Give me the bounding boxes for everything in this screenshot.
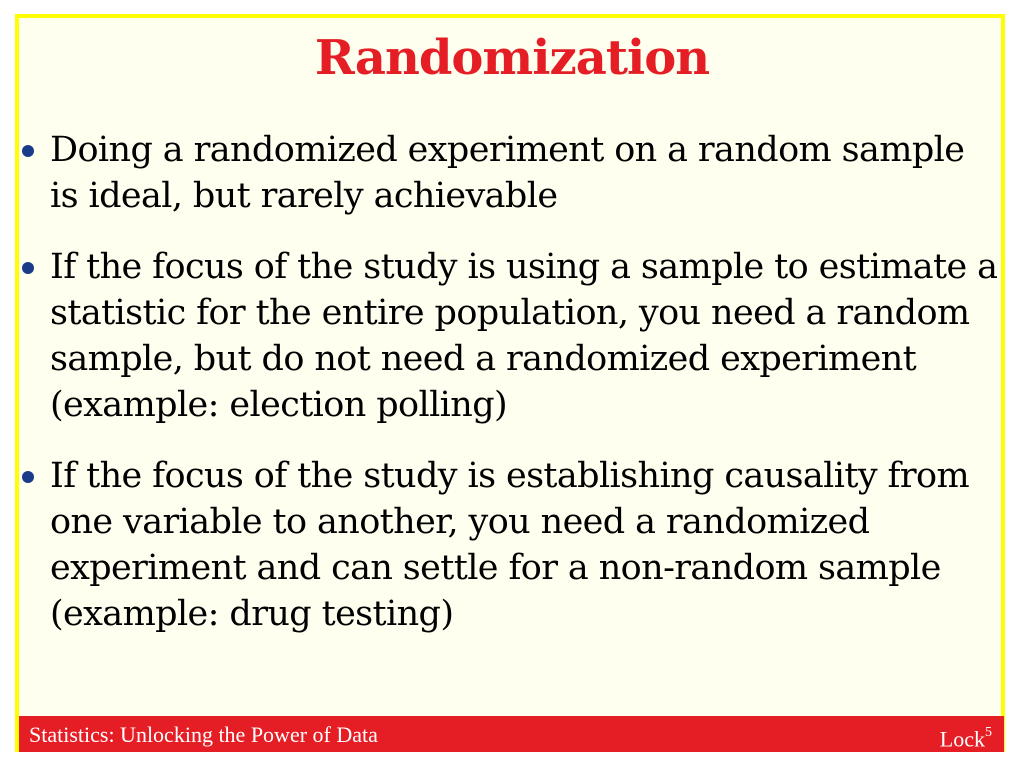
bullet-item (22, 127, 1002, 219)
bullet-item (22, 244, 1002, 428)
bullet-dot-icon (22, 262, 34, 274)
footer-author-name: Lock (939, 726, 985, 752)
bullet-dot-icon (22, 145, 34, 157)
footer-author (940, 717, 992, 757)
footer-bar (19, 716, 1004, 752)
bullet-text: If the focus of the study is establishing causality from one variable to another, you need a randomized experiment and can settle for a non-random sample (example: drug testing) (50, 456, 970, 634)
bullet-list (22, 127, 1002, 637)
slide-title: Randomization (314, 30, 710, 86)
footer-author-superscript: 5 (985, 725, 992, 740)
bullet-dot-icon (22, 471, 34, 483)
bullet-text: Doing a randomized experiment on a random sample is ideal, but rarely achievable (50, 130, 965, 216)
bullet-item (22, 453, 1002, 637)
bullet-text: If the focus of the study is using a sample to estimate a statistic for the entire population, you need a random sample, but do not need a randomized experiment (example: election polling) (50, 247, 998, 425)
footer-book-title: Statistics: Unlocking the Power of Data (29, 722, 378, 747)
